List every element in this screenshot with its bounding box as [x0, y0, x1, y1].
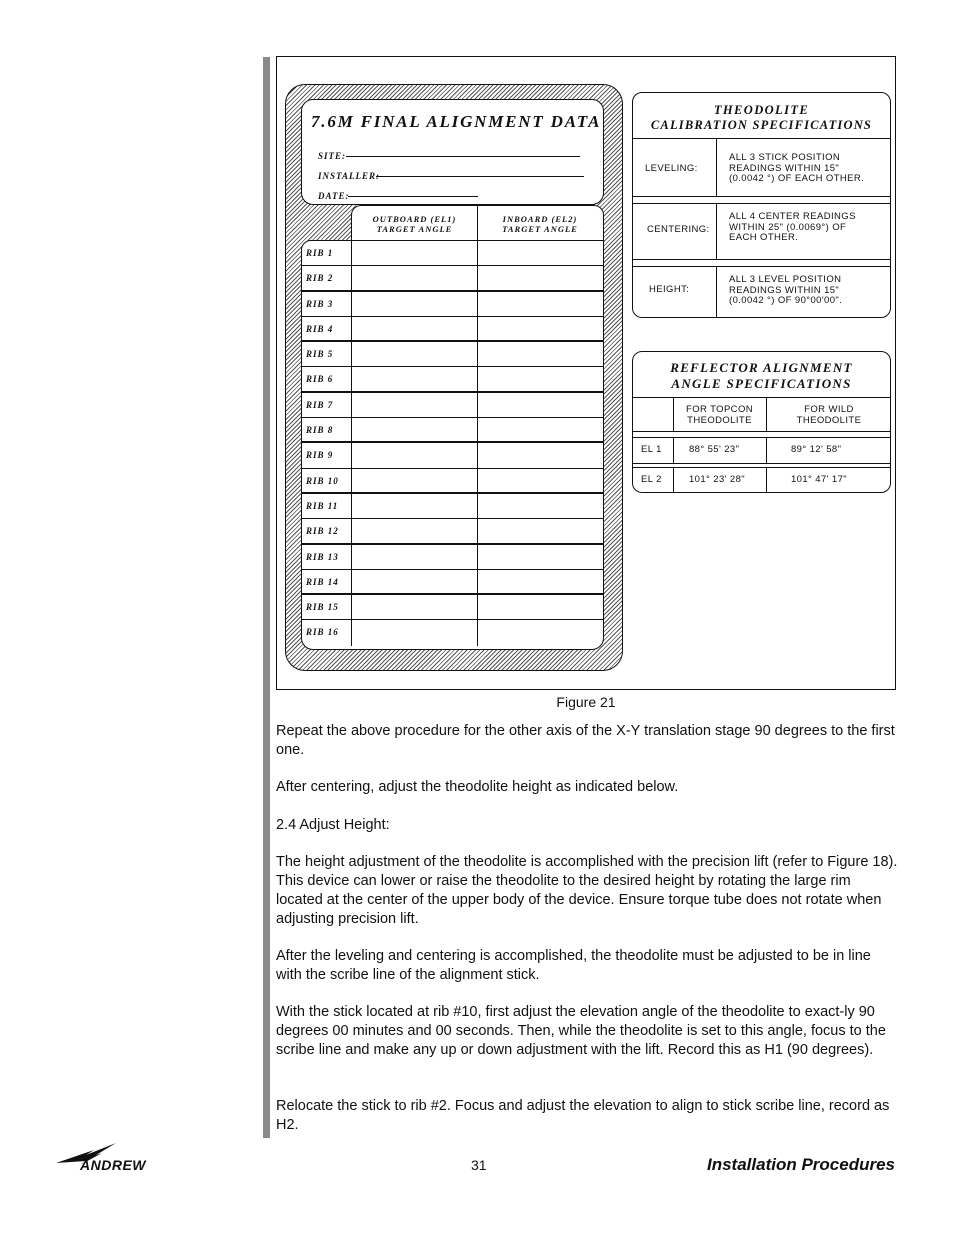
reflector-wild-value: 101° 47' 17" — [791, 474, 848, 485]
inboard-cell[interactable] — [478, 519, 603, 542]
calibration-line: (0.0042 °) OF EACH OTHER. — [729, 173, 865, 184]
rib-label: RIB 10 — [306, 475, 339, 486]
inboard-cell[interactable] — [478, 469, 603, 492]
inboard-cell[interactable] — [478, 393, 603, 417]
rib-label: RIB 9 — [306, 450, 334, 461]
body-paragraph — [276, 1097, 898, 1135]
rib-label: RIB 12 — [306, 526, 339, 537]
page-number: 31 — [471, 1157, 487, 1173]
col-outboard-line1: OUTBOARD (EL1) — [372, 214, 457, 224]
rib-row — [302, 469, 603, 494]
field-label: DATE: — [318, 191, 350, 201]
calibration-label: CENTERING: — [647, 224, 710, 235]
outboard-cell[interactable] — [352, 342, 477, 366]
calibration-label: HEIGHT: — [649, 284, 690, 295]
col-inboard-line2: TARGET ANGLE — [502, 224, 578, 234]
rib-row — [302, 519, 603, 544]
reflector-row-el1 — [633, 437, 890, 464]
rib-row — [302, 545, 603, 570]
column-header-inboard — [477, 206, 603, 242]
col-outboard-line2: TARGET ANGLE — [376, 224, 453, 234]
calibration-line: ALL 3 STICK POSITION — [729, 152, 841, 163]
andrew-logo — [56, 1141, 172, 1177]
body-paragraph — [276, 722, 898, 760]
rib-row — [302, 620, 603, 645]
rib-row — [302, 266, 603, 291]
field-label: SITE: — [318, 151, 347, 161]
inboard-cell[interactable] — [478, 443, 603, 467]
inboard-cell[interactable] — [478, 545, 603, 569]
body-paragraph — [276, 947, 898, 985]
rib-row — [302, 570, 603, 595]
reflector-row-label: EL 2 — [641, 474, 662, 485]
field-underline — [348, 196, 478, 197]
calibration-divider — [716, 203, 717, 259]
calibration-title-line1: THEODOLITE — [713, 103, 810, 117]
rib-label: RIB 4 — [306, 323, 334, 334]
reflector-head-line: THEODOLITE — [796, 414, 862, 426]
reflector-head-line: FOR WILD — [804, 404, 854, 415]
inboard-cell[interactable] — [478, 342, 603, 366]
rib-label: RIB 13 — [306, 551, 339, 562]
reflector-title — [633, 352, 890, 398]
rib-row — [302, 367, 603, 392]
calibration-card — [632, 92, 891, 318]
calibration-line: EACH OTHER. — [729, 232, 799, 243]
reflector-divider — [673, 437, 674, 463]
paragraph-text: 2.4 Adjust Height: — [276, 817, 390, 833]
column-header-outboard — [352, 206, 478, 242]
calibration-line: WITHIN 25" (0.0069°) OF — [729, 221, 847, 233]
sidebar-bar — [263, 57, 270, 1138]
calibration-divider — [716, 138, 717, 196]
rib-row — [302, 443, 603, 468]
outboard-cell[interactable] — [352, 241, 477, 265]
calibration-line: READINGS WITHIN 15" — [729, 162, 840, 174]
calibration-row-leveling — [633, 138, 890, 197]
rib-row — [302, 317, 603, 342]
body-paragraph — [276, 778, 898, 797]
calibration-title-line2: CALIBRATION SPECIFICATIONS — [650, 118, 873, 132]
rib-row — [302, 418, 603, 443]
inboard-cell[interactable] — [478, 620, 603, 645]
paragraph-text: After centering, adjust the theodolite height as indicated below. — [276, 779, 679, 795]
rib-label: RIB 1 — [306, 248, 334, 258]
outboard-cell[interactable] — [352, 545, 477, 569]
reflector-row-label: EL 1 — [641, 444, 662, 455]
rib-label: RIB 14 — [306, 576, 339, 587]
rib-row — [302, 342, 603, 367]
body-paragraph — [276, 853, 898, 929]
reflector-head-line: THEODOLITE — [687, 414, 752, 426]
reflector-divider — [766, 437, 767, 463]
form-column-header — [351, 205, 604, 241]
rib-label: RIB 7 — [306, 399, 334, 410]
inboard-cell[interactable] — [478, 292, 603, 316]
outboard-cell[interactable] — [352, 469, 477, 492]
reflector-row-el2 — [633, 468, 890, 492]
reflector-card — [632, 351, 891, 493]
reflector-topcon-value: 101° 23' 28" — [689, 474, 746, 485]
reflector-title-line2: ANGLE SPECIFICATIONS — [671, 376, 852, 391]
reflector-divider — [766, 468, 767, 492]
inboard-cell[interactable] — [478, 418, 603, 441]
rib-label: RIB 11 — [306, 500, 339, 511]
outboard-cell[interactable] — [352, 620, 477, 645]
rib-label: RIB 16 — [306, 627, 339, 638]
form-field-site — [318, 146, 580, 160]
rib-label: RIB 15 — [306, 602, 339, 613]
inboard-cell[interactable] — [478, 266, 603, 289]
paragraph-text: After the leveling and centering is accomplished, the theodolite must be adjusted to be in line with the scribe line of the alignment stick. — [276, 948, 871, 983]
reflector-head-topcon — [673, 405, 766, 426]
rib-row — [302, 494, 603, 519]
outboard-cell[interactable] — [352, 443, 477, 467]
paragraph-text: Repeat the above procedure for the other axis of the X-Y translation stage 90 degrees to the first one. — [276, 723, 895, 758]
reflector-head-line: FOR TOPCON — [686, 404, 753, 415]
body-paragraph — [276, 1003, 898, 1060]
calibration-line: ALL 4 CENTER READINGS — [729, 211, 856, 222]
rib-label: RIB 6 — [306, 374, 334, 385]
outboard-cell[interactable] — [352, 266, 477, 289]
reflector-header-row — [633, 397, 890, 432]
rib-row — [302, 292, 603, 317]
reflector-topcon-value: 88° 55' 23" — [689, 444, 740, 455]
calibration-line: READINGS WITHIN 15" — [729, 284, 840, 296]
section-heading — [276, 816, 898, 835]
reflector-divider — [673, 468, 674, 492]
reflector-title-line1: REFLECTOR ALIGNMENT — [670, 360, 853, 375]
rib-row — [302, 393, 603, 418]
calibration-text — [729, 212, 856, 244]
calibration-title — [633, 93, 890, 139]
form-field-date — [318, 186, 478, 200]
outboard-cell[interactable] — [352, 595, 477, 619]
form-field-installer — [318, 166, 584, 180]
outboard-cell[interactable] — [352, 292, 477, 316]
rib-label: RIB 3 — [306, 298, 334, 309]
rib-label: RIB 8 — [306, 425, 334, 436]
paragraph-text: With the stick located at rib #10, first adjust the elevation angle of the theodolite to exact-ly 90 degrees 00 minutes and 00 seconds. Then, while the theodolite is set to this angle, focus to the scribe line and make any up or down adjustment with the lift. Record this as H1 (90 degrees). — [276, 1004, 886, 1058]
outboard-cell[interactable] — [352, 393, 477, 417]
form-title: 7.6M FINAL ALIGNMENT DATA — [311, 112, 602, 131]
rib-row — [302, 595, 603, 620]
calibration-label: LEVELING: — [645, 163, 698, 174]
inboard-cell[interactable] — [478, 367, 603, 390]
calibration-text — [729, 153, 864, 185]
section-title: Installation Procedures — [707, 1155, 895, 1174]
inboard-cell[interactable] — [478, 241, 603, 265]
calibration-divider — [716, 266, 717, 317]
inboard-cell[interactable] — [478, 317, 603, 340]
inboard-cell[interactable] — [478, 494, 603, 518]
outboard-cell[interactable] — [352, 519, 477, 542]
calibration-text — [729, 275, 842, 307]
rib-rows — [302, 241, 603, 646]
outboard-cell[interactable] — [352, 494, 477, 518]
inboard-cell[interactable] — [478, 570, 603, 593]
figure-frame — [276, 56, 896, 690]
reflector-head-wild — [766, 405, 892, 426]
outboard-cell[interactable] — [352, 367, 477, 390]
field-underline — [346, 156, 580, 157]
field-label: INSTALLER: — [318, 171, 381, 181]
col-inboard-line1: INBOARD (EL2) — [502, 214, 578, 224]
rib-label: RIB 2 — [306, 273, 334, 284]
reflector-wild-value: 89° 12' 58" — [791, 444, 842, 455]
calibration-row-height — [633, 266, 890, 317]
form-header-card — [301, 99, 604, 205]
andrew-logo-text: ANDREW — [80, 1157, 146, 1173]
inboard-cell[interactable] — [478, 595, 603, 619]
calibration-row-centering — [633, 203, 890, 260]
calibration-line: (0.0042 °) OF 90°00'00". — [729, 295, 843, 306]
rib-table — [301, 240, 604, 650]
paragraph-text: The height adjustment of the theodolite is accomplished with the precision lift (refer to Figure 18). This device can lower or raise the theodolite to the desired height by rotating the large rim located at the center of the upper body of the device. Ensure torque tube does not rotate when adjusting precision lift. — [276, 854, 898, 927]
rib-row — [302, 241, 603, 266]
outboard-cell[interactable] — [352, 317, 477, 340]
figure-caption: Figure 21 — [556, 694, 616, 710]
field-underline — [376, 176, 584, 177]
paragraph-text: Relocate the stick to rib #2. Focus and adjust the elevation to align to stick scribe line, record as H2. — [276, 1098, 890, 1133]
calibration-line: ALL 3 LEVEL POSITION — [729, 274, 842, 285]
rib-label: RIB 5 — [306, 349, 334, 360]
outboard-cell[interactable] — [352, 570, 477, 593]
outboard-cell[interactable] — [352, 418, 477, 441]
